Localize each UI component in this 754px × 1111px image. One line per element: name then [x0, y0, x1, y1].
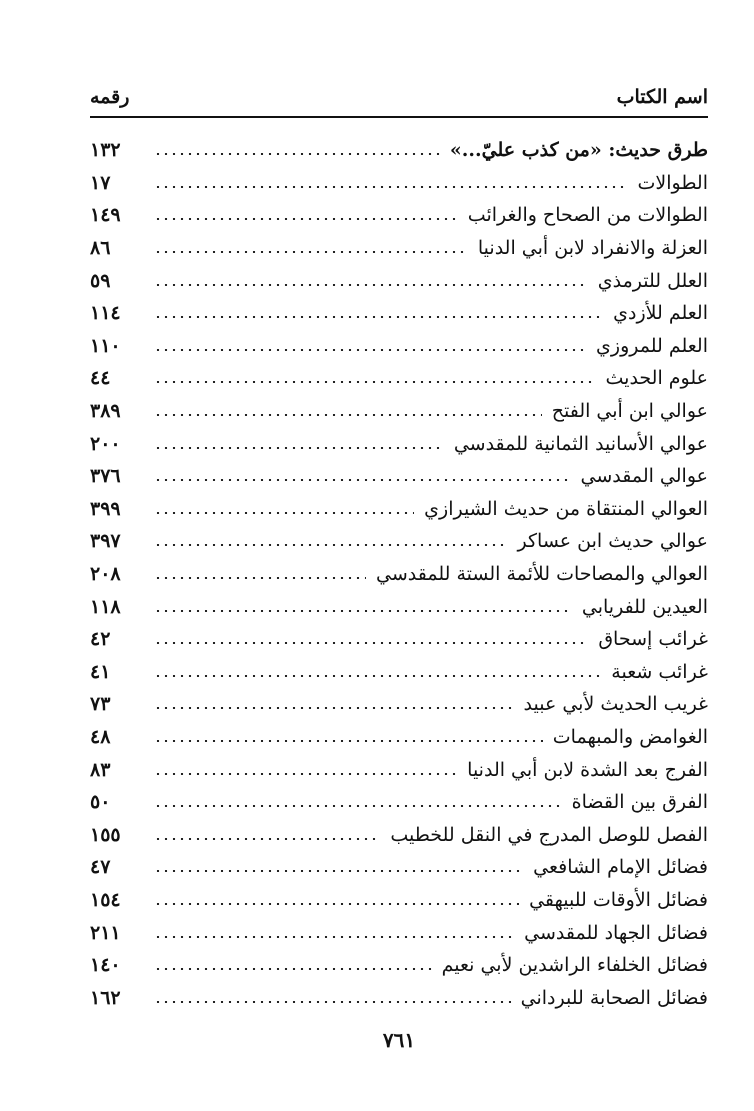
index-entry	[90, 460, 708, 493]
entry-number: ٨٣	[90, 758, 111, 781]
header-number: رقمه	[90, 86, 130, 108]
entry-title: العيدين للفريابي	[581, 595, 708, 618]
entry-title: فضائل الأوقات للبيهقي	[529, 888, 708, 911]
dot-leader	[154, 870, 523, 872]
entry-number: ٥٠	[90, 791, 111, 814]
dot-leader	[154, 186, 628, 188]
dot-leader	[154, 936, 514, 938]
index-entry	[90, 623, 708, 656]
index-entry	[90, 818, 708, 851]
index-entry	[90, 493, 708, 526]
entry-title: الطوالات من الصحاح والغرائب	[467, 204, 708, 227]
dot-leader	[154, 218, 458, 220]
index-entry	[90, 688, 708, 721]
dot-leader	[154, 968, 432, 970]
entry-title: عوالي حديث ابن عساكر	[517, 530, 708, 553]
index-entry	[90, 362, 708, 395]
dot-leader	[154, 479, 571, 481]
index-list	[90, 134, 708, 1014]
entry-title: العلم للمروزي	[596, 334, 708, 357]
entry-number: ١١٤	[90, 302, 121, 325]
dot-leader	[154, 740, 543, 742]
index-entry	[90, 981, 708, 1014]
dot-leader	[154, 707, 514, 709]
entry-number: ٣٩٧	[90, 530, 121, 553]
entry-title: غرائب إسحاق	[598, 628, 708, 651]
entry-title: العوالي والمصاحات للأئمة الستة للمقدسي	[376, 563, 708, 586]
entry-number: ٢٠٠	[90, 432, 121, 455]
index-entry	[90, 721, 708, 754]
index-entry	[90, 232, 708, 265]
entry-number: ٢١١	[90, 921, 121, 944]
table-header	[90, 82, 708, 116]
dot-leader	[154, 577, 366, 579]
index-entry	[90, 656, 708, 689]
entry-number: ١٤٩	[90, 204, 121, 227]
entry-title: الطوالات	[637, 171, 708, 194]
entry-title: عوالي ابن أبي الفتح	[551, 400, 708, 423]
entry-title: فضائل الجهاد للمقدسي	[524, 921, 708, 944]
entry-number: ٤٢	[90, 628, 111, 651]
dot-leader	[154, 251, 468, 253]
entry-title: العزلة والانفراد لابن أبي الدنيا	[477, 237, 708, 260]
dot-leader	[154, 381, 596, 383]
entry-number: ١٥٤	[90, 888, 121, 911]
page-number: ٧٦١	[382, 1028, 416, 1052]
entry-number: ١٥٥	[90, 823, 121, 846]
dot-leader	[154, 284, 588, 286]
index-entry	[90, 297, 708, 330]
entry-number: ٤٤	[90, 367, 111, 390]
entry-number: ١٦٢	[90, 986, 121, 1009]
entry-title: الفصل للوصل المدرج في النقل للخطيب	[390, 823, 708, 846]
dot-leader	[154, 447, 444, 449]
entry-title: فضائل الخلفاء الراشدين لأبي نعيم	[441, 954, 708, 977]
entry-number: ٤١	[90, 660, 111, 683]
index-entry	[90, 851, 708, 884]
index-entry	[90, 786, 708, 819]
dot-leader	[154, 153, 440, 155]
index-entry	[90, 395, 708, 428]
entry-number: ٧٣	[90, 693, 111, 716]
entry-title: العلل للترمذي	[597, 269, 708, 292]
index-page	[90, 0, 708, 1111]
index-entry	[90, 264, 708, 297]
index-entry	[90, 753, 708, 786]
entry-number: ٤٧	[90, 856, 111, 879]
header-book-name: اسم الكتاب	[616, 86, 708, 108]
entry-title: فضائل الصحابة للبرداني	[520, 986, 708, 1009]
dot-leader	[154, 349, 586, 351]
index-entry	[90, 427, 708, 460]
index-entry	[90, 525, 708, 558]
entry-title: العلم للأزدي	[613, 302, 708, 325]
entry-number: ١١٨	[90, 595, 121, 618]
entry-title: الفرق بين القضاة	[571, 791, 708, 814]
entry-title: علوم الحديث	[605, 367, 708, 390]
entry-title: طرق حديث: «من كذب عليّ...»	[449, 139, 708, 162]
entry-number: ١٤٠	[90, 954, 121, 977]
entry-title: عوالي المقدسي	[580, 465, 708, 488]
dot-leader	[154, 414, 542, 416]
entry-number: ١١٠	[90, 334, 121, 357]
index-entry	[90, 558, 708, 591]
dot-leader	[154, 512, 414, 514]
index-entry	[90, 916, 708, 949]
dot-leader	[154, 838, 380, 840]
dot-leader	[154, 1001, 511, 1003]
index-entry	[90, 590, 708, 623]
dot-leader	[154, 675, 601, 677]
entry-number: ٣٧٦	[90, 465, 121, 488]
dot-leader	[154, 773, 457, 775]
entry-title: غرائب شعبة	[611, 660, 708, 683]
entry-number: ٥٩	[90, 269, 111, 292]
index-entry	[90, 949, 708, 982]
dot-leader	[154, 805, 562, 807]
header-rule	[90, 116, 708, 118]
entry-number: ٣٩٩	[90, 497, 121, 520]
entry-title: العوالي المنتقاة من حديث الشيرازي	[424, 497, 708, 520]
dot-leader	[154, 544, 508, 546]
index-entry	[90, 167, 708, 200]
dot-leader	[154, 642, 588, 644]
entry-title: عوالي الأسانيد الثمانية للمقدسي	[453, 432, 708, 455]
entry-number: ٣٨٩	[90, 400, 121, 423]
entry-title: الفرج بعد الشدة لابن أبي الدنيا	[467, 758, 708, 781]
dot-leader	[154, 903, 519, 905]
index-entry	[90, 330, 708, 363]
entry-number: ٢٠٨	[90, 563, 121, 586]
index-entry	[90, 884, 708, 917]
entry-title: الغوامض والمبهمات	[552, 725, 708, 748]
entry-number: ٤٨	[90, 725, 111, 748]
entry-number: ٨٦	[90, 237, 111, 260]
dot-leader	[154, 316, 603, 318]
entry-number: ١٣٢	[90, 139, 121, 162]
dot-leader	[154, 610, 572, 612]
entry-number: ١٧	[90, 171, 111, 194]
entry-title: غريب الحديث لأبي عبيد	[523, 693, 708, 716]
index-entry	[90, 199, 708, 232]
entry-title: فضائل الإمام الشافعي	[533, 856, 708, 879]
index-entry	[90, 134, 708, 167]
